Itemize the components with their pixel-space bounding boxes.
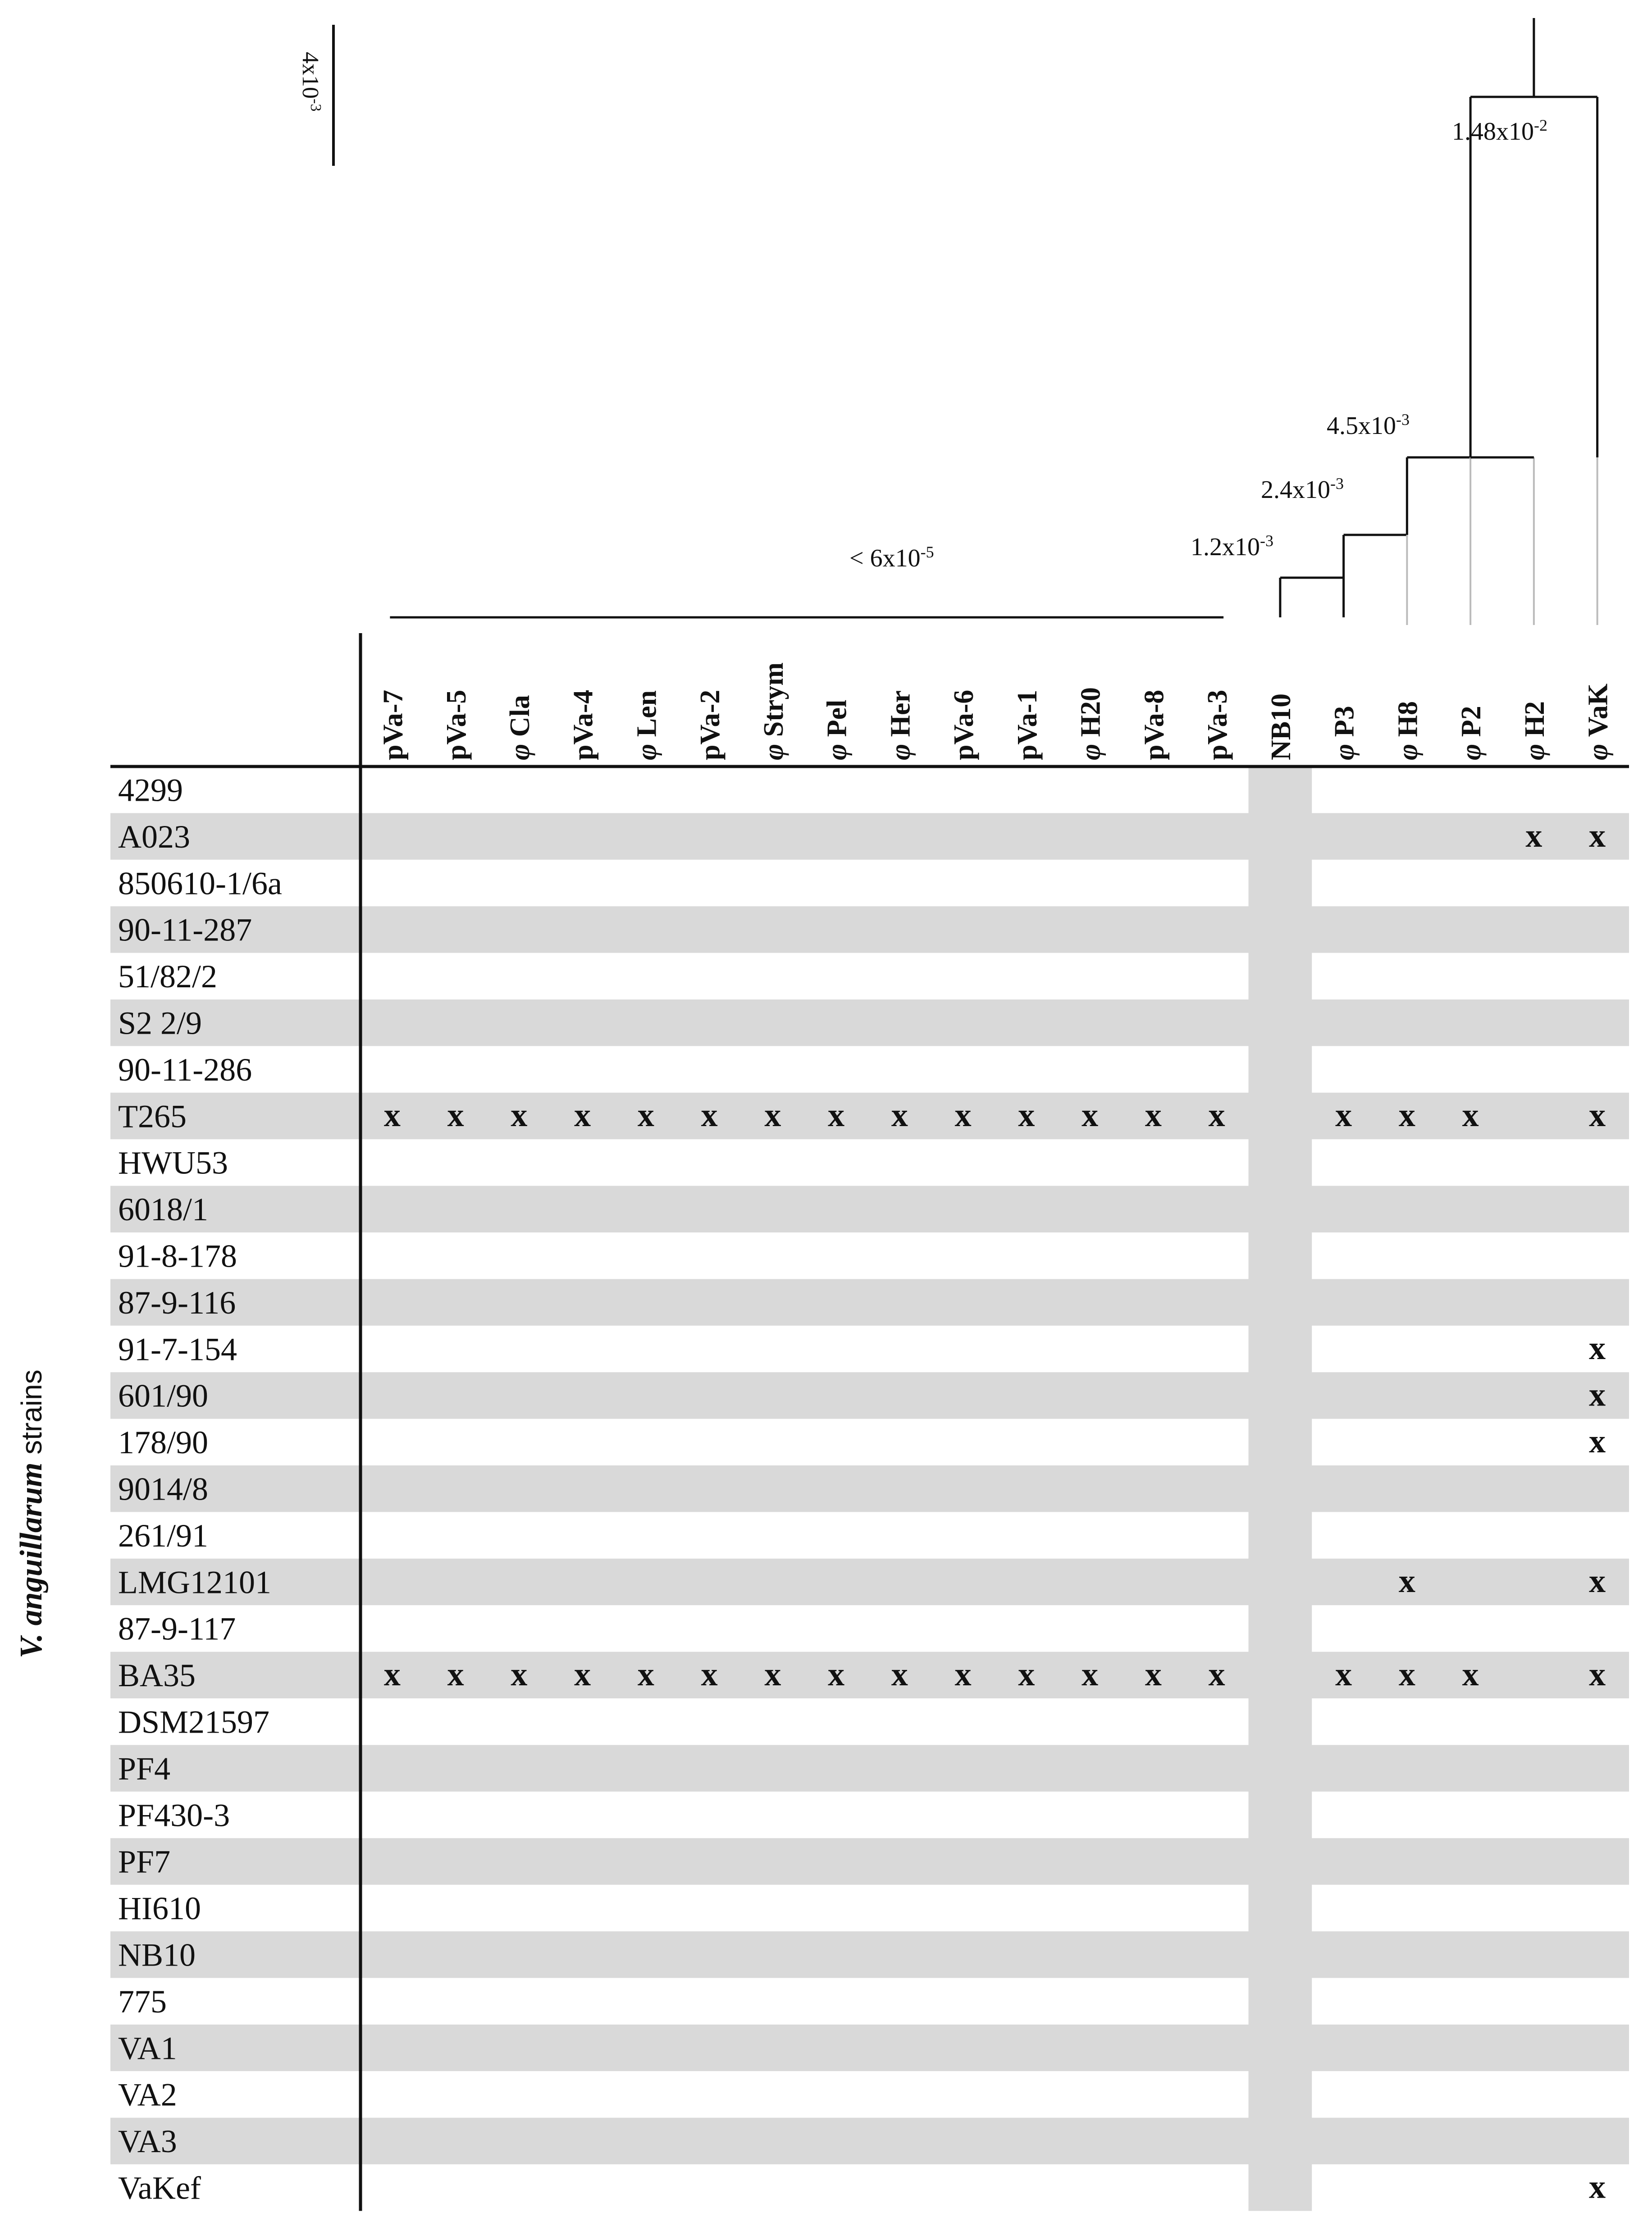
column-header (378, 690, 408, 760)
row-stripe (110, 2025, 1629, 2071)
strain-label: 87-9-117 (118, 1611, 236, 1647)
strain-label: PF4 (118, 1750, 171, 1787)
row-stripe (110, 906, 1629, 953)
mark-x: x (701, 1097, 718, 1134)
strain-label: VA1 (118, 2030, 177, 2067)
strain-label: 6018/1 (118, 1191, 209, 1228)
mark-x: x (1145, 1656, 1162, 1693)
mark-x: x (447, 1097, 464, 1134)
strain-label: T265 (118, 1098, 187, 1135)
branch-length-exp: -3 (1330, 475, 1344, 493)
scale-bar (297, 25, 333, 166)
phi-prefix: φ (504, 737, 535, 760)
column-shade (1249, 767, 1312, 2211)
y-axis-title-text (14, 1369, 49, 1658)
mark-x: x (701, 1656, 718, 1693)
mark-x: x (637, 1656, 654, 1693)
mark-x: x (1589, 817, 1606, 854)
strain-label: VaKef (118, 2170, 201, 2206)
mark-x: x (1398, 1656, 1415, 1693)
row-stripe (110, 1372, 1629, 1419)
species-name: V. anguillarum (14, 1462, 49, 1658)
column-name: P2 (1456, 706, 1487, 737)
strain-label: S2 2/9 (118, 1005, 202, 1041)
branch-length-label (1452, 116, 1547, 146)
mark-x: x (828, 1656, 845, 1693)
column-name: VaK (1583, 683, 1614, 737)
row-stripe (110, 1465, 1629, 1512)
column-headers (378, 662, 1613, 760)
mark-x: x (1589, 2168, 1606, 2206)
row-stripe (110, 1279, 1629, 1325)
column-name: Strym (758, 662, 789, 737)
column-header (1456, 706, 1487, 760)
dendrogram (390, 18, 1597, 625)
strain-label: 4299 (118, 772, 183, 808)
row-stripe (110, 1186, 1629, 1232)
phi-prefix: φ (1392, 737, 1424, 760)
mark-x: x (1398, 1563, 1415, 1600)
mark-x: x (1082, 1097, 1099, 1134)
column-header (949, 690, 979, 760)
branch-length-label (1261, 475, 1344, 504)
scale-exp: -3 (307, 99, 324, 112)
mark-x: x (1082, 1656, 1099, 1693)
branch-length-base: 1.48x10 (1452, 118, 1534, 146)
mark-x: x (1589, 1097, 1606, 1134)
strain-label: PF430-3 (118, 1797, 230, 1834)
mark-x: x (383, 1097, 401, 1134)
strain-label: VA2 (118, 2076, 177, 2113)
column-name: pVa-3 (1202, 689, 1233, 760)
mark-x: x (1589, 1423, 1606, 1460)
mark-x: x (1145, 1097, 1162, 1134)
branch-length-label (1327, 411, 1410, 440)
column-name: Cla (504, 695, 535, 737)
strain-label: 87-9-116 (118, 1284, 236, 1321)
mark-x: x (1398, 1097, 1415, 1134)
row-stripe (110, 813, 1629, 859)
mark-x: x (1462, 1097, 1479, 1134)
branch-length-label (1191, 532, 1273, 561)
column-name: pVa-5 (441, 689, 472, 760)
mark-x: x (764, 1656, 781, 1693)
column-name: NB10 (1265, 693, 1296, 760)
branch-length-base: 1.2x10 (1191, 533, 1260, 561)
phi-prefix: φ (758, 737, 789, 760)
strain-label: 9014/8 (118, 1471, 209, 1507)
strain-label: LMG12101 (118, 1564, 271, 1601)
branch-length-exp: -3 (1396, 411, 1410, 429)
column-header (1583, 684, 1614, 760)
mark-x: x (828, 1097, 845, 1134)
mark-x: x (637, 1097, 654, 1134)
strain-label: 91-8-178 (118, 1238, 237, 1274)
phi-prefix: φ (631, 737, 662, 760)
column-header (1266, 694, 1296, 760)
strain-label: 178/90 (118, 1424, 209, 1461)
strain-label: 601/90 (118, 1378, 209, 1414)
column-name: H2 (1519, 701, 1550, 737)
strain-label: HWU53 (118, 1145, 228, 1181)
column-name: Her (885, 690, 916, 737)
row-stripe (110, 1745, 1629, 1791)
branch-length-exp: -2 (1534, 116, 1547, 134)
row-stripe (110, 1838, 1629, 1884)
column-header (1012, 690, 1043, 760)
strain-label: HI610 (118, 1890, 201, 1927)
strain-label: 51/82/2 (118, 958, 218, 995)
strain-label: DSM21597 (118, 1704, 270, 1740)
row-stripe (110, 999, 1629, 1046)
y-axis-title (14, 1369, 49, 1658)
column-name: pVa-7 (378, 689, 409, 760)
phi-prefix: φ (1075, 737, 1106, 760)
column-name: pVa-6 (949, 689, 980, 760)
branch-length-exp: -3 (1260, 532, 1273, 550)
column-name: pVa-4 (568, 689, 599, 760)
strain-label: PF7 (118, 1843, 171, 1880)
phi-prefix: φ (1519, 737, 1550, 760)
column-name: Pel (821, 699, 853, 737)
mark-x: x (1335, 1656, 1352, 1693)
mark-x: x (511, 1097, 528, 1134)
phi-prefix: φ (1329, 737, 1360, 760)
mark-x: x (1335, 1097, 1352, 1134)
row-stripe (110, 1931, 1629, 1978)
scale-base: 4x10 (297, 52, 323, 99)
row-stripe (110, 2118, 1629, 2164)
phi-prefix: φ (1583, 737, 1614, 760)
strain-label: VA3 (118, 2123, 177, 2160)
column-name: pVa-1 (1012, 689, 1043, 760)
column-name: P3 (1329, 706, 1360, 737)
row-stripes (110, 767, 1629, 2211)
column-header (822, 700, 853, 760)
mark-x: x (1589, 1563, 1606, 1600)
phi-prefix: φ (885, 737, 916, 760)
mark-x: x (447, 1656, 464, 1693)
scale-bar-label (297, 52, 324, 111)
column-header (1139, 690, 1169, 760)
strain-label: A023 (118, 818, 190, 855)
mark-x: x (764, 1097, 781, 1134)
branch-length-base: 2.4x10 (1261, 476, 1330, 504)
column-header (1392, 701, 1423, 760)
strain-label: 90-11-286 (118, 1051, 252, 1088)
phi-prefix: φ (821, 737, 853, 760)
mark-x: x (1208, 1656, 1225, 1693)
column-header (695, 690, 726, 760)
strain-label: 775 (118, 1983, 167, 2020)
column-header (631, 690, 662, 760)
mark-x: x (891, 1097, 908, 1134)
mark-x: x (954, 1656, 972, 1693)
strains-word: strains (15, 1369, 48, 1463)
branch-length-label (849, 543, 934, 572)
strain-label: NB10 (118, 1937, 196, 1973)
column-header (758, 662, 789, 760)
column-header (568, 690, 599, 760)
mark-x: x (1018, 1097, 1035, 1134)
strain-label: 91-7-154 (118, 1331, 237, 1368)
strain-label: 261/91 (118, 1517, 209, 1554)
column-header (1520, 701, 1550, 760)
strain-label: 850610-1/6a (118, 865, 282, 902)
column-header (505, 695, 535, 760)
mark-x: x (383, 1656, 401, 1693)
column-name: pVa-8 (1139, 689, 1170, 760)
mark-x: x (574, 1097, 591, 1134)
column-header (1329, 706, 1360, 760)
branch-length-exp: -5 (920, 543, 934, 561)
mark-x: x (574, 1656, 591, 1693)
mark-x: x (954, 1097, 972, 1134)
column-header (441, 690, 472, 760)
mark-x: x (1589, 1376, 1606, 1414)
phi-prefix: φ (1456, 737, 1487, 760)
branch-length-base: 4.5x10 (1327, 412, 1396, 440)
mark-x: x (511, 1656, 528, 1693)
strain-label: 90-11-287 (118, 912, 252, 948)
mark-x: x (891, 1656, 908, 1693)
mark-x: x (1589, 1330, 1606, 1367)
column-header (885, 690, 916, 760)
column-name: H8 (1392, 701, 1424, 737)
column-header (1076, 687, 1106, 760)
mark-x: x (1589, 1656, 1606, 1693)
branch-length-base: < 6x10 (849, 544, 921, 572)
mark-x: x (1018, 1656, 1035, 1693)
column-name: Len (631, 690, 662, 737)
mark-x: x (1208, 1097, 1225, 1134)
mark-x: x (1462, 1656, 1479, 1693)
mark-x: x (1525, 817, 1542, 854)
column-header (1202, 690, 1233, 760)
column-name: H20 (1075, 687, 1106, 737)
strain-label: BA35 (118, 1657, 196, 1694)
column-name: pVa-2 (695, 689, 726, 760)
